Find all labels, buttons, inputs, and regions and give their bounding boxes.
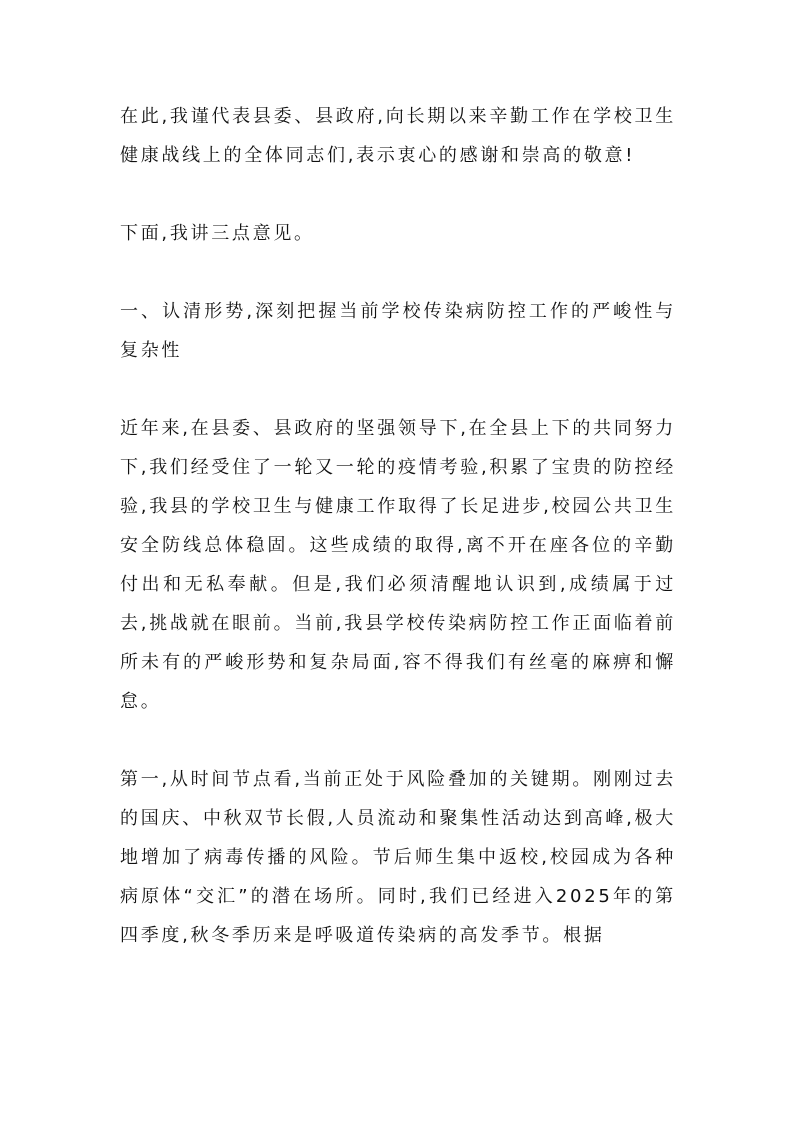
paragraph-timing: 第一,从时间节点看,当前正处于风险叠加的关键期。刚刚过去的国庆、中秋双节长假,人员流动和聚集性活动达到高峰,极大地增加了病毒传播的风险。节后师生集中返校,校园成为各种病原体“交汇”的潜在场所。同时,我们已经进入2025年的第四季度,秋冬季历来是呼吸道传染病的高发季节。根据	[120, 769, 676, 946]
document-body	[120, 97, 676, 955]
section-heading-1: 一、认清形势,深刻把握当前学校传染病防控工作的严峻性与复杂性	[120, 301, 676, 361]
paragraph-situation: 近年来,在县委、县政府的坚强领导下,在全县上下的共同努力下,我们经受住了一轮又一轮的疫情考验,积累了宝贵的防控经验,我县的学校卫生与健康工作取得了长足进步,校园公共卫生安全防线总体稳固。这些成绩的取得,离不开在座各位的辛勤付出和无私奉献。但是,我们必须清醒地认识到,成绩属于过去,挑战就在眼前。当前,我县学校传染病防控工作正面临着前所未有的严峻形势和复杂局面,容不得我们有丝毫的麻痹和懈怠。	[120, 418, 676, 712]
paragraph-thanks: 在此,我谨代表县委、县政府,向长期以来辛勤工作在学校卫生健康战线上的全体同志们,表示衷心的感谢和崇高的敬意!	[120, 106, 676, 166]
paragraph-intro: 下面,我讲三点意见。	[120, 223, 315, 244]
